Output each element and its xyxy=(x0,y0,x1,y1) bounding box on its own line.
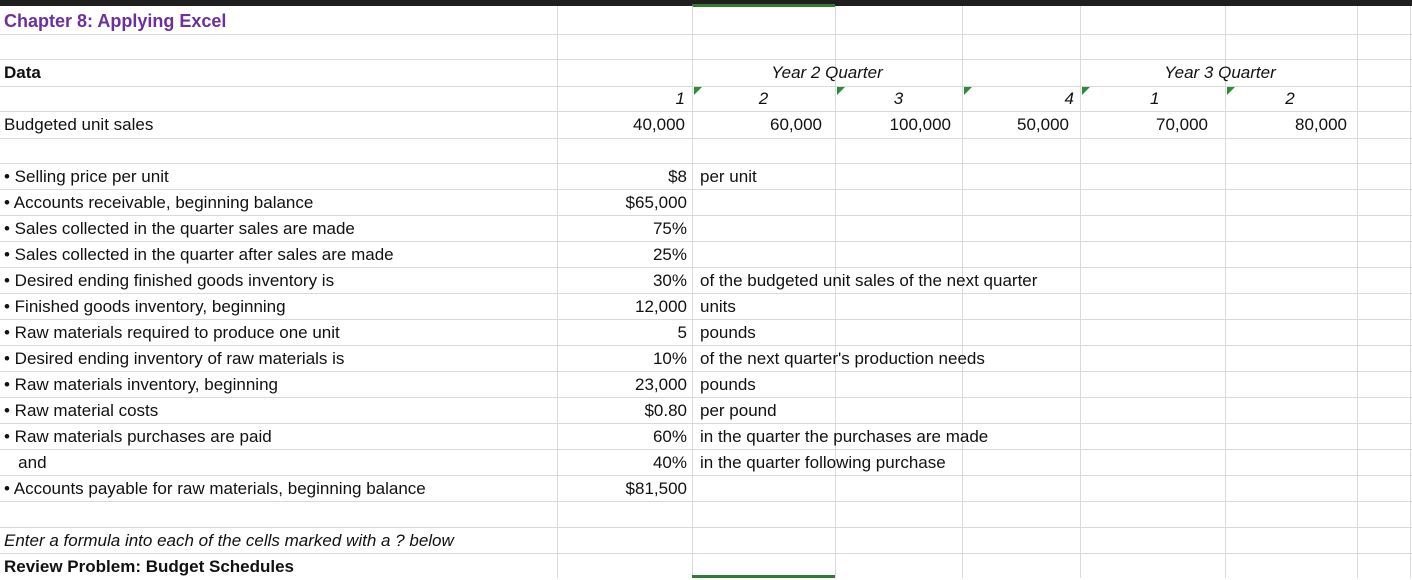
assumption-value[interactable]: 12,000 xyxy=(635,297,687,316)
gridline-v xyxy=(1357,6,1358,578)
assumption-label[interactable]: • Desired ending inventory of raw materials is xyxy=(4,349,345,368)
assumption-note: pounds xyxy=(700,375,756,394)
review-problem-title[interactable]: Review Problem: Budget Schedules xyxy=(4,557,295,576)
assumption-value[interactable]: 30% xyxy=(652,271,687,290)
cell-comment-indicator-icon xyxy=(1227,87,1235,95)
assumption-label[interactable]: • Desired ending finished goods inventory is xyxy=(4,271,335,290)
gridline-v xyxy=(1410,6,1411,578)
budgeted-value[interactable]: 40,000 xyxy=(633,115,685,134)
quarter-number[interactable]: 1 xyxy=(1150,89,1160,108)
gridline-h xyxy=(0,34,1412,35)
assumption-note: of the next quarter's production needs xyxy=(700,349,985,368)
assumption-note: per pound xyxy=(700,401,777,420)
assumption-label[interactable]: • Raw material costs xyxy=(4,401,159,420)
budgeted-value[interactable]: 100,000 xyxy=(889,115,951,134)
year2-quarter-header[interactable]: Year 2 Quarter xyxy=(771,63,883,82)
assumption-note: pounds xyxy=(700,323,756,342)
cell-comment-indicator-icon xyxy=(837,87,845,95)
quarter-number[interactable]: 1 xyxy=(675,89,685,108)
assumption-label[interactable]: • Sales collected in the quarter after sales are made xyxy=(4,245,394,264)
assumption-label[interactable]: • Selling price per unit xyxy=(4,167,169,186)
budgeted-value[interactable]: 50,000 xyxy=(1017,115,1069,134)
assumption-note: units xyxy=(700,297,736,316)
assumption-value[interactable]: 10% xyxy=(652,349,687,368)
assumption-value[interactable]: 60% xyxy=(652,427,687,446)
assumption-value[interactable]: $81,500 xyxy=(625,479,687,498)
assumption-value[interactable]: $65,000 xyxy=(625,193,687,212)
assumption-label[interactable]: • Finished goods inventory, beginning xyxy=(4,297,286,316)
quarter-number[interactable]: 2 xyxy=(1285,89,1295,108)
assumption-label[interactable]: • Accounts receivable, beginning balance xyxy=(4,193,314,212)
assumption-value[interactable]: 75% xyxy=(652,219,687,238)
budgeted-unit-sales-label[interactable]: Budgeted unit sales xyxy=(4,115,154,134)
assumption-value[interactable]: 5 xyxy=(677,323,687,342)
assumption-value[interactable]: $0.80 xyxy=(644,401,687,420)
quarter-number[interactable]: 4 xyxy=(1064,89,1074,108)
assumption-value[interactable]: 23,000 xyxy=(635,375,687,394)
quarter-number[interactable]: 3 xyxy=(893,89,904,108)
budgeted-value[interactable]: 70,000 xyxy=(1156,115,1208,134)
assumption-value[interactable]: 25% xyxy=(652,245,687,264)
selected-column-indicator xyxy=(692,4,835,7)
assumption-label[interactable]: • Sales collected in the quarter sales are made xyxy=(4,219,355,238)
budgeted-value[interactable]: 80,000 xyxy=(1295,115,1347,134)
assumption-label[interactable]: • Raw materials required to produce one unit xyxy=(4,323,340,342)
cell-comment-indicator-icon xyxy=(694,87,702,95)
assumption-note: of the budgeted unit sales of the next quarter xyxy=(700,271,1038,290)
cell-comment-indicator-icon xyxy=(964,87,972,95)
quarter-number[interactable]: 2 xyxy=(758,89,769,108)
assumption-note: in the quarter following purchase xyxy=(700,453,946,472)
assumption-note: per unit xyxy=(700,167,757,186)
budgeted-value[interactable]: 60,000 xyxy=(770,115,822,134)
assumption-note: in the quarter the purchases are made xyxy=(700,427,989,446)
cell-comment-indicator-icon xyxy=(1082,87,1090,95)
assumption-label[interactable]: • Raw materials inventory, beginning xyxy=(4,375,278,394)
gridline-h xyxy=(0,138,1412,139)
assumption-label[interactable]: • Accounts payable for raw materials, beginning balance xyxy=(4,479,426,498)
sheet-top-border xyxy=(0,0,1412,6)
assumption-value[interactable]: $8 xyxy=(668,167,687,186)
assumption-label[interactable]: • Raw materials purchases are paid xyxy=(4,427,272,446)
assumption-value[interactable]: 40% xyxy=(652,453,687,472)
year3-quarter-header[interactable]: Year 3 Quarter xyxy=(1164,63,1276,82)
sheet-title[interactable]: Chapter 8: Applying Excel xyxy=(4,11,227,31)
data-section-label[interactable]: Data xyxy=(4,63,41,82)
formula-instruction[interactable]: Enter a formula into each of the cells marked with a ? below xyxy=(4,531,454,550)
assumption-label[interactable]: and xyxy=(4,453,47,472)
